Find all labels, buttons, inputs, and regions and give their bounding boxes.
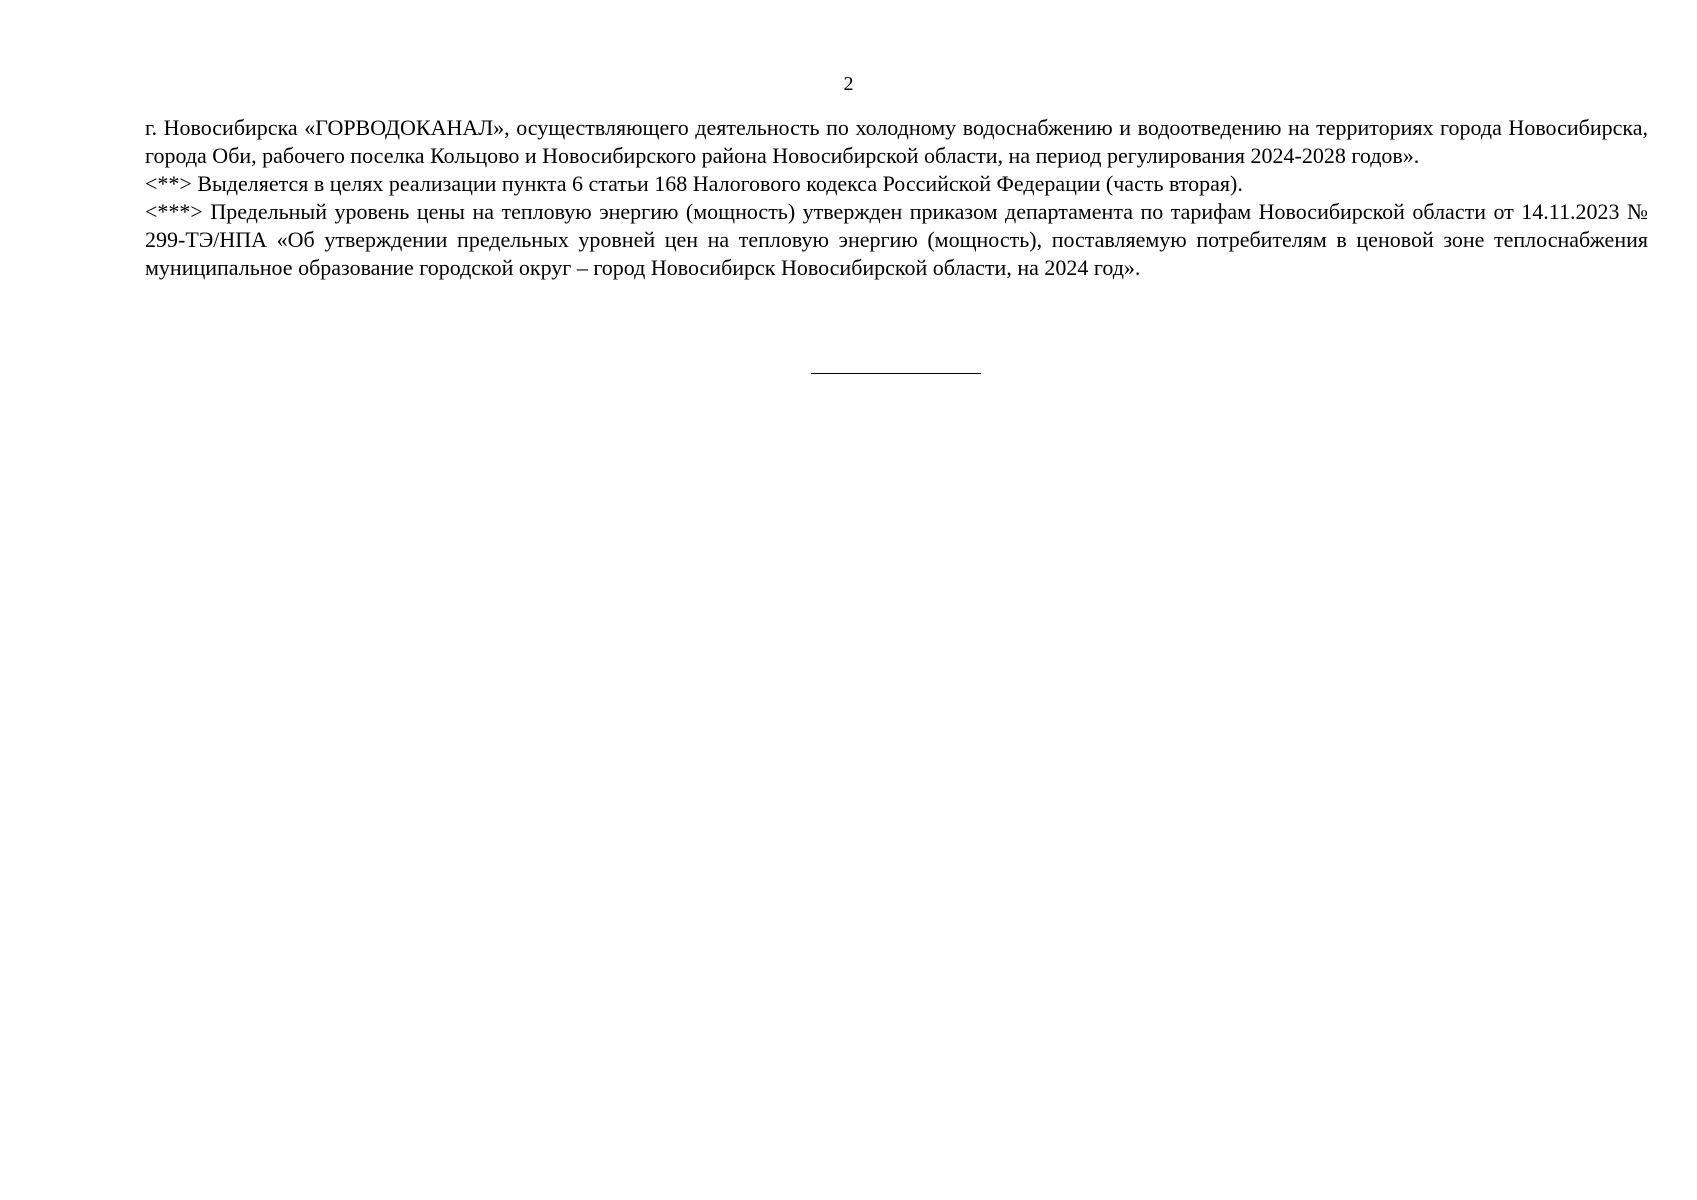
footnote-triple-asterisk: <***> Предельный уровень цены на тепловую энергию (мощность) утвержден приказом департамента по тарифам Новосибирской области от 14.11.2023 № 299-ТЭ/НПА «Об утверждении предельных уровней цен на тепловую энергию (мощность), поставляемую потребителям в ценовой зоне теплоснабжения муниципальное образование городской округ – город Новосибирск Новосибирской области, на 2024 год».	[145, 199, 1648, 280]
end-separator-line	[811, 373, 981, 374]
page-number	[0, 72, 1697, 96]
footnote-continuation: г. Новосибирска «ГОРВОДОКАНАЛ», осуществляющего деятельность по холодному водоснабжению и водоотведению на территориях города Новосибирска, города Оби, рабочего поселка Кольцово и Новосибирского района Новосибирской области, на период регулирования 2024-2028 годов».	[145, 115, 1648, 168]
page-number-text: 2	[843, 73, 854, 95]
document-body	[145, 114, 1648, 282]
footnote-double-asterisk: <**> Выделяется в целях реализации пункта 6 статьи 168 Налогового кодекса Российской Федерации (часть вторая).	[145, 171, 1243, 196]
